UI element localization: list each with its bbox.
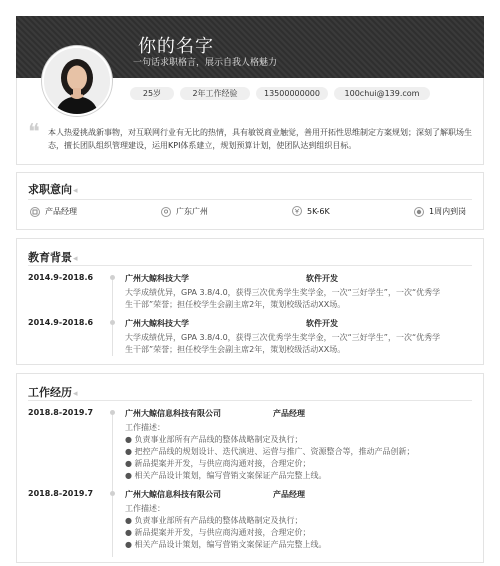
work-date: 2018.8-2019.7 (28, 408, 94, 417)
desc-line: 生干部”荣誉；担任校学生会副主席2年，策划校级活动XX场。 (125, 345, 346, 354)
title-arrow-icon: ◂ (73, 389, 78, 399)
desc-line: ● 新品提案并开发，与供应商沟通对接，合理定价； (125, 528, 311, 537)
avatar-portrait-icon (44, 48, 110, 114)
intent-salary (292, 206, 330, 216)
edu-major: 软件开发 (306, 319, 338, 328)
education-title-text: 教育背景 (28, 251, 72, 264)
intent-location-label: 广东广州 (176, 207, 208, 216)
phone-pill: 13500000000 (256, 87, 328, 100)
edu-date: 2014.9-2018.6 (28, 273, 94, 282)
intent-position-label: 产品经理 (45, 207, 77, 216)
edu-school: 广州大鲸科技大学 (125, 274, 189, 283)
desc-line: ● 负责事业部所有产品线的整体战略制定及执行； (125, 435, 303, 444)
education-title (28, 249, 78, 265)
intent-position (30, 206, 77, 217)
intent-card (16, 172, 484, 230)
edu-major: 软件开发 (306, 274, 338, 283)
intent-title-text: 求职意向 (28, 183, 72, 196)
desc-line: 大学成绩优异，GPA 3.8/4.0，获得三次优秀学生奖学金，一次“三好学生”，一次“优秀学 (125, 333, 441, 342)
education-timeline (112, 276, 113, 356)
title-arrow-icon: ◂ (73, 186, 78, 196)
timeline-dot (110, 410, 115, 415)
quote-icon: ❝ (28, 120, 40, 145)
salary-icon (292, 206, 302, 216)
work-date: 2018.8-2019.7 (28, 489, 94, 498)
edu-date: 2014.9-2018.6 (28, 318, 94, 327)
intent-salary-label: 5K-6K (307, 206, 330, 216)
edu-description (125, 332, 475, 356)
edu-school: 广州大鲸科技大学 (125, 319, 189, 328)
desc-line: 生干部”荣誉；担任校学生会副主席2年，策划校级活动XX场。 (125, 300, 346, 309)
work-description (125, 422, 475, 482)
desc-line: ● 负责事业部所有产品线的整体战略制定及执行； (125, 516, 303, 525)
work-title-text: 工作经历 (28, 386, 72, 399)
time-icon (414, 207, 424, 217)
edu-description (125, 287, 475, 311)
intent-time (414, 206, 466, 217)
work-title (28, 384, 78, 400)
work-divider (28, 400, 472, 401)
age-pill: 25岁 (130, 87, 174, 100)
desc-line: ● 相关产品设计策划，编写营销文案保证产品完整上线。 (125, 471, 327, 480)
desc-line: ● 把控产品线的规划设计、迭代演进、运营与推广、资源整合等，推动产品创新； (125, 447, 415, 456)
location-icon (161, 207, 171, 217)
desc-line: 大学成绩优异，GPA 3.8/4.0，获得三次优秀学生奖学金，一次“三好学生”，一次“优秀学 (125, 288, 441, 297)
intent-divider (28, 199, 472, 200)
work-description (125, 503, 475, 551)
email-pill: 100chui@139.com (334, 87, 430, 100)
work-role: 产品经理 (273, 490, 305, 499)
intent-time-label: 1周内到岗 (429, 207, 467, 216)
work-company: 广州大鲸信息科技有限公司 (125, 409, 221, 418)
intent-location (161, 206, 208, 217)
intent-title (28, 181, 78, 197)
header-top-strip (16, 6, 484, 16)
timeline-dot (110, 275, 115, 280)
resume-name: 你的名字 (138, 36, 214, 57)
desc-line: 工作描述： (125, 504, 165, 513)
resume-motto: 一句话求职格言，展示自我人格魅力 (133, 58, 278, 68)
desc-line: ● 相关产品设计策划，编写营销文案保证产品完整上线。 (125, 540, 327, 549)
desc-line: ● 新品提案并开发，与供应商沟通对接，合理定价； (125, 459, 311, 468)
work-company: 广州大鲸信息科技有限公司 (125, 490, 221, 499)
work-role: 产品经理 (273, 409, 305, 418)
title-arrow-icon: ◂ (73, 254, 78, 264)
work-timeline (112, 411, 113, 557)
desc-line: 工作描述： (125, 423, 165, 432)
education-divider (28, 265, 472, 266)
timeline-dot (110, 491, 115, 496)
self-intro: 本人热爱挑战新事物，对互联网行业有无比的热情，具有敏锐商业触觉，善用开拓性思维制定方案规划；深刻了解职场生态，擅长团队组织管理建设，运用KPI体系建立，规划预算计划，使团队达到组织目标。 (48, 128, 472, 150)
timeline-dot (110, 320, 115, 325)
avatar (42, 46, 112, 116)
experience-pill: 2年工作经验 (180, 87, 250, 100)
position-icon (30, 207, 40, 217)
